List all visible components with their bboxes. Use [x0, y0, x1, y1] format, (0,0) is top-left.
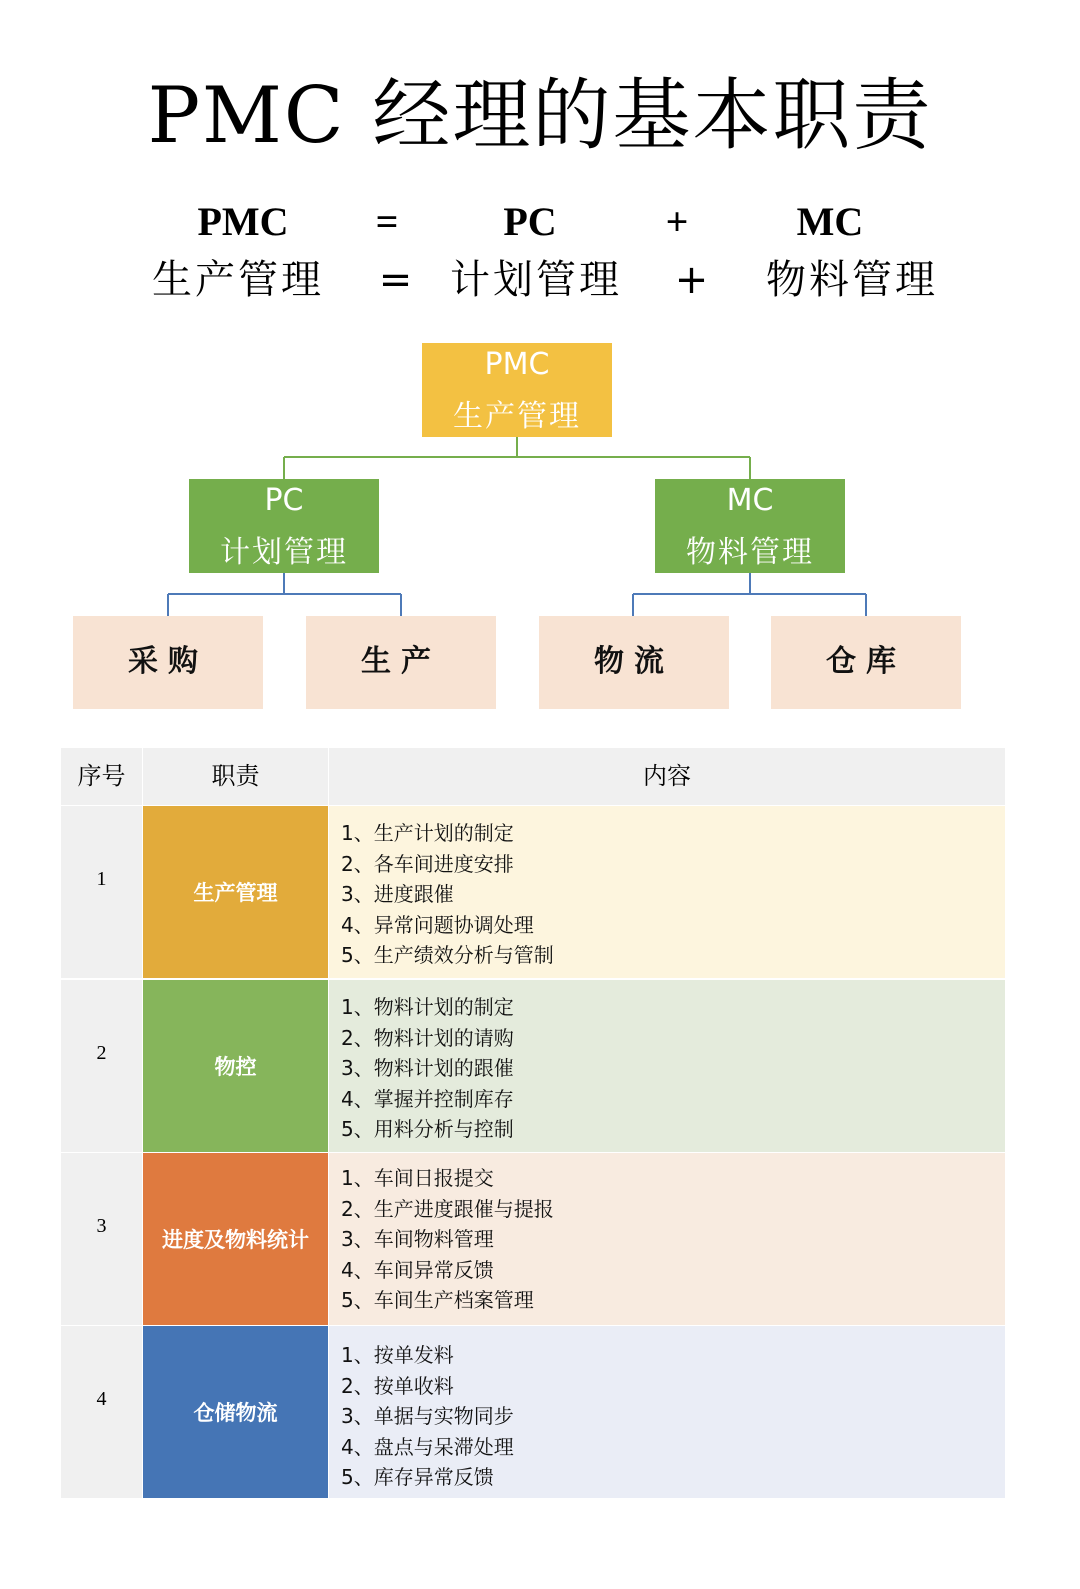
row-role: 物控 — [143, 980, 328, 1152]
header-content: 内容 — [329, 748, 1005, 805]
content-item: 1、生产计划的制定 — [341, 821, 514, 845]
table-row — [61, 980, 1005, 1152]
content-item: 2、按单收料 — [341, 1373, 454, 1398]
org-leaf-purchase: 采购 — [73, 616, 263, 709]
content-item: 3、进度跟催 — [341, 882, 454, 906]
content-item: 5、库存异常反馈 — [341, 1465, 494, 1489]
org-leaf-logistics: 物流 — [539, 616, 729, 709]
row-content — [329, 1326, 1005, 1498]
page-title: PMC 经理的基本职责 — [147, 71, 933, 161]
org-root-pmc — [422, 343, 612, 437]
org-leaf-production: 生产 — [306, 616, 496, 709]
org-pc-code: PC — [264, 483, 304, 518]
row-content — [329, 806, 1005, 978]
org-mc-code: MC — [726, 483, 774, 518]
content-item: 5、生产绩效分析与管制 — [341, 943, 554, 967]
row-index: 3 — [61, 1153, 142, 1325]
row-role: 生产管理 — [143, 806, 328, 978]
eq-mc: MC — [796, 199, 864, 244]
eq-plus: + — [665, 199, 689, 244]
content-item: 5、车间生产档案管理 — [341, 1288, 534, 1312]
row-content — [329, 980, 1005, 1152]
content-item: 4、掌握并控制库存 — [341, 1086, 514, 1111]
row-index: 1 — [61, 806, 142, 978]
content-item: 5、用料分析与控制 — [341, 1117, 514, 1141]
content-item: 3、物料计划的跟催 — [341, 1056, 514, 1080]
table-row — [61, 1326, 1005, 1498]
row-role: 进度及物料统计 — [143, 1153, 328, 1325]
table-row — [61, 806, 1005, 978]
org-mc-name: 物料管理 — [686, 535, 814, 570]
org-leaf-warehouse: 仓库 — [771, 616, 961, 709]
content-item: 1、物料计划的制定 — [341, 995, 514, 1019]
content-item: 4、异常问题协调处理 — [341, 912, 534, 937]
eq-pmc: PMC — [197, 199, 289, 244]
row-index: 2 — [61, 980, 142, 1152]
content-item: 2、物料计划的请购 — [341, 1025, 514, 1050]
row-role: 仓储物流 — [143, 1326, 328, 1498]
content-item: 2、各车间进度安排 — [341, 851, 514, 876]
org-root-name: 生产管理 — [453, 399, 581, 434]
content-item: 3、单据与实物同步 — [341, 1404, 514, 1428]
org-mc — [655, 479, 845, 573]
eq-pc: PC — [503, 199, 557, 244]
org-pc-name: 计划管理 — [220, 535, 348, 570]
org-pc — [189, 479, 379, 573]
content-item: 1、按单发料 — [341, 1343, 454, 1367]
header-role: 职责 — [143, 748, 328, 805]
header-index: 序号 — [61, 748, 142, 805]
content-item: 2、生产进度跟催与提报 — [341, 1196, 554, 1221]
content-item: 1、车间日报提交 — [341, 1166, 494, 1190]
content-item: 4、盘点与呆滞处理 — [341, 1434, 514, 1459]
row-index: 4 — [61, 1326, 142, 1498]
eq-cn-production: 生产管理 — [152, 257, 324, 303]
row-content — [329, 1153, 1005, 1325]
org-root-code: PMC — [484, 347, 550, 382]
content-item: 4、车间异常反馈 — [341, 1257, 494, 1282]
content-item: 3、车间物料管理 — [341, 1227, 494, 1251]
eq-cn-material: 物料管理 — [766, 257, 938, 303]
eq-cn-plus: + — [674, 257, 712, 303]
eq-cn-equals: = — [378, 257, 416, 303]
eq-equals: = — [375, 199, 399, 244]
table-row — [61, 1153, 1005, 1325]
eq-cn-plan: 计划管理 — [450, 257, 622, 303]
